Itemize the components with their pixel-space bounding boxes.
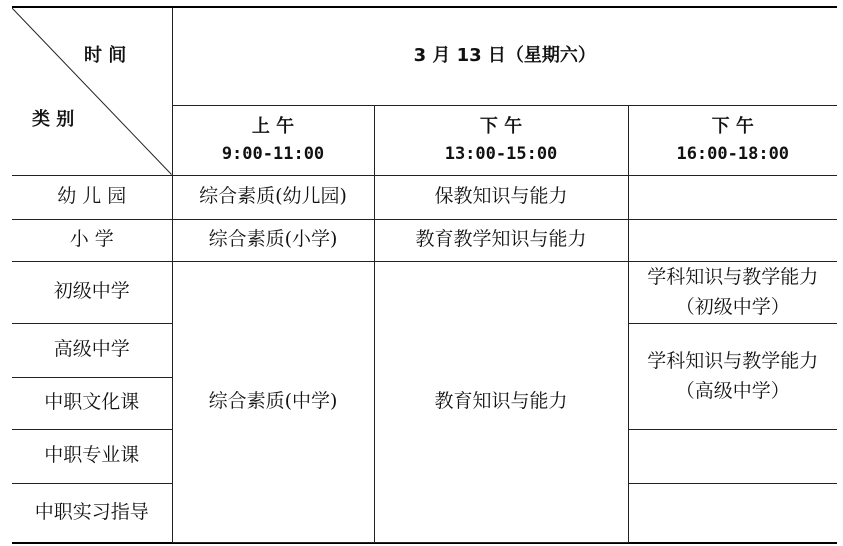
category-vocational-culture: 中职文化课 — [12, 377, 172, 429]
subject-cell-junior — [628, 261, 837, 323]
period-time: 9:00-11:00 — [221, 143, 325, 164]
subject-cell: 教育知识与能力 — [374, 261, 628, 542]
period-name: 下 午 — [711, 115, 754, 137]
period-morning — [172, 105, 374, 175]
subject-cell: 综合素质(中学) — [172, 261, 374, 542]
empty-cell — [628, 175, 837, 219]
period-time: 13:00-15:00 — [444, 143, 558, 164]
category-vocational-professional: 中职专业课 — [12, 429, 172, 483]
subject-cell: 综合素质(小学) — [172, 219, 374, 261]
header-corner-cell — [12, 8, 172, 175]
period-name: 上 午 — [251, 115, 295, 137]
exam-date-header: 3 月 13 日（星期六） — [172, 8, 837, 105]
category-kindergarten: 幼 儿 园 — [12, 175, 172, 219]
subject-line: 学科知识与教学能力 — [647, 349, 819, 372]
category-header-label: 类 别 — [32, 109, 75, 130]
subject-line: （初级中学） — [675, 296, 790, 318]
exam-schedule-frame — [12, 6, 837, 544]
time-header-label: 时 间 — [84, 45, 127, 66]
period-afternoon-1 — [374, 105, 628, 175]
category-senior-high: 高级中学 — [12, 323, 172, 377]
subject-cell: 综合素质(幼儿园) — [172, 175, 374, 219]
subject-cell-senior — [628, 323, 837, 429]
period-afternoon-2 — [628, 105, 837, 175]
subject-cell: 教育教学知识与能力 — [374, 219, 628, 261]
category-primary: 小 学 — [12, 219, 172, 261]
category-junior-middle: 初级中学 — [12, 261, 172, 323]
exam-schedule-table — [12, 8, 837, 543]
empty-cell — [628, 429, 837, 483]
category-vocational-practice: 中职实习指导 — [12, 483, 172, 542]
subject-cell: 保教知识与能力 — [374, 175, 628, 219]
period-time: 16:00-18:00 — [676, 143, 790, 164]
subject-line: 学科知识与教学能力 — [647, 265, 819, 288]
diagonal-divider — [12, 8, 172, 175]
empty-cell — [628, 219, 837, 261]
subject-line: （高级中学） — [675, 380, 790, 402]
empty-cell — [628, 483, 837, 542]
period-name: 下 午 — [479, 115, 523, 137]
